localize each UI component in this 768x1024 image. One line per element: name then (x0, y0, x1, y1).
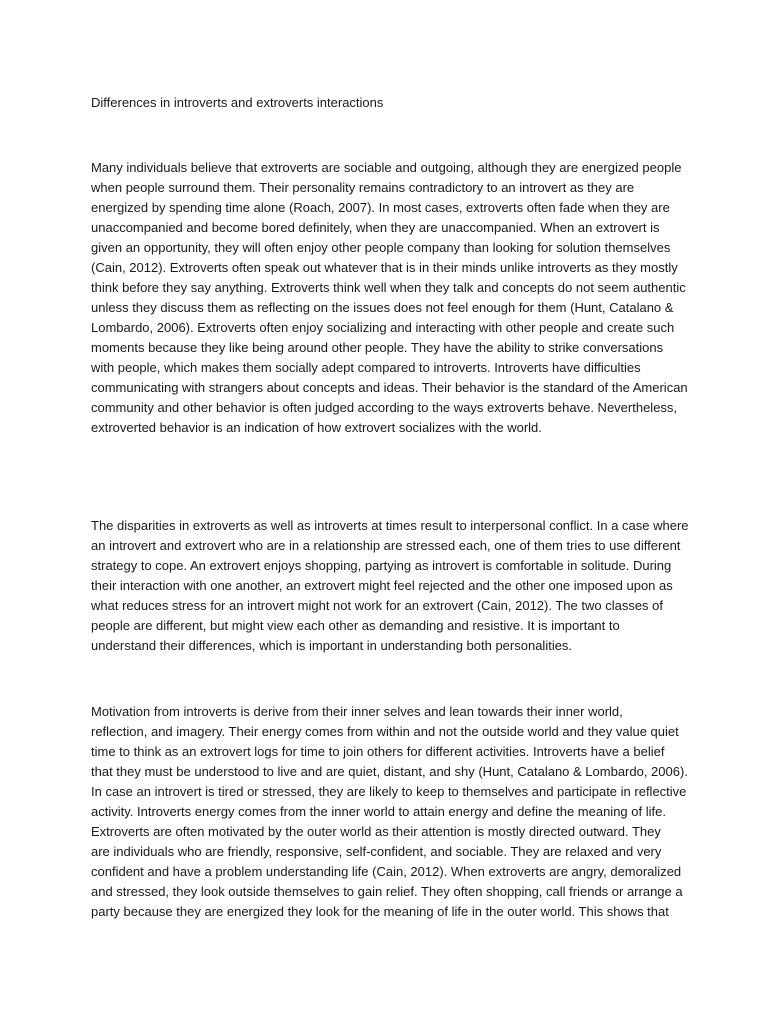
paragraph-line: (Cain, 2012). Extroverts often speak out whatever that is in their minds unlike introverts as they mostly (91, 260, 678, 275)
paragraph-line: their interaction with one another, an extrovert might feel rejected and the other one imposed upon as (91, 578, 673, 593)
paragraph-line: In case an introvert is tired or stressed, they are likely to keep to themselves and participate in reflective (91, 784, 687, 799)
paragraph-line: what reduces stress for an introvert might not work for an extrovert (Cain, 2012). The two classes of (91, 598, 664, 613)
paragraph-line: moments because they like being around other people. They have the ability to strike conversations (91, 340, 664, 355)
paragraph-line: understand their differences, which is important in understanding both personalities. (91, 638, 573, 653)
paragraph-line: given an opportunity, they will often enjoy other people company than looking for solution themselves (91, 240, 671, 255)
paragraph-line: time to think as an extrovert logs for time to join others for different activities. Introverts have a belief (91, 744, 665, 759)
paragraph-line: strategy to cope. An extrovert enjoys shopping, partying as introvert is comfortable in solitude. During (91, 558, 672, 573)
paragraph-line: energized by spending time alone (Roach, 2007). In most cases, extroverts often fade when they are (91, 200, 670, 215)
paragraph-line: with people, which makes them socially adept compared to introverts. Introverts have difficulties (91, 360, 641, 375)
paragraph-line: when people surround them. Their personality remains contradictory to an introvert as they are (91, 180, 635, 195)
paragraph-line: communicating with strangers about concepts and ideas. Their behavior is the standard of the American (91, 380, 688, 395)
paragraph-line: confident and have a problem understanding life (Cain, 2012). When extroverts are angry, demoralized (91, 864, 682, 879)
paragraph-line: think before they say anything. Extroverts think well when they talk and concepts do not seem authentic (91, 280, 686, 295)
paragraph-line: reflection, and imagery. Their energy comes from within and not the outside world and they value quiet (91, 724, 679, 739)
paragraph-line: that they must be understood to live and are quiet, distant, and shy (Hunt, Catalano & Lombardo, 2006). (91, 764, 688, 779)
paragraph-line: The disparities in extroverts as well as introverts at times result to interpersonal conflict. In a case where (91, 518, 689, 533)
paragraph-line: party because they are energized they look for the meaning of life in the outer world. This shows that (91, 904, 669, 919)
paragraph-line: are individuals who are friendly, responsive, self-confident, and sociable. They are relaxed and very (91, 844, 662, 859)
paragraph-line: community and other behavior is often judged according to the ways extroverts behave. Nevertheless, (91, 400, 678, 415)
paragraph-line: Lombardo, 2006). Extroverts often enjoy socializing and interacting with other people and create such (91, 320, 675, 335)
paragraph (91, 158, 691, 438)
paragraph-line: activity. Introverts energy comes from the inner world to attain energy and define the meaning of life. (91, 804, 666, 819)
paragraph-line: Motivation from introverts is derive from their inner selves and lean towards their inner world, (91, 704, 623, 719)
paragraph-line: unless they discuss them as reflecting on the issues does not feel enough for them (Hunt, Catalano & (91, 300, 674, 315)
paragraph-line: people are different, but might view each other as demanding and resistive. It is important to (91, 618, 620, 633)
paragraph-line: an introvert and extrovert who are in a relationship are stressed each, one of them tries to use different (91, 538, 681, 553)
paragraph (91, 702, 691, 922)
paragraph (91, 516, 691, 656)
document-title: Differences in introverts and extroverts interactions (91, 95, 384, 110)
paragraph-line: unaccompanied and become bored definitely, when they are unaccompanied. When an extrovert is (91, 220, 660, 235)
paragraph-line: Extroverts are often motivated by the outer world as their attention is mostly directed outward. They (91, 824, 661, 839)
paragraph-line: Many individuals believe that extroverts are sociable and outgoing, although they are energized people (91, 160, 682, 175)
paragraph-line: extroverted behavior is an indication of how extrovert socializes with the world. (91, 420, 542, 435)
paragraph-line: and stressed, they look outside themselves to gain relief. They often shopping, call friends or arrange a (91, 884, 683, 899)
